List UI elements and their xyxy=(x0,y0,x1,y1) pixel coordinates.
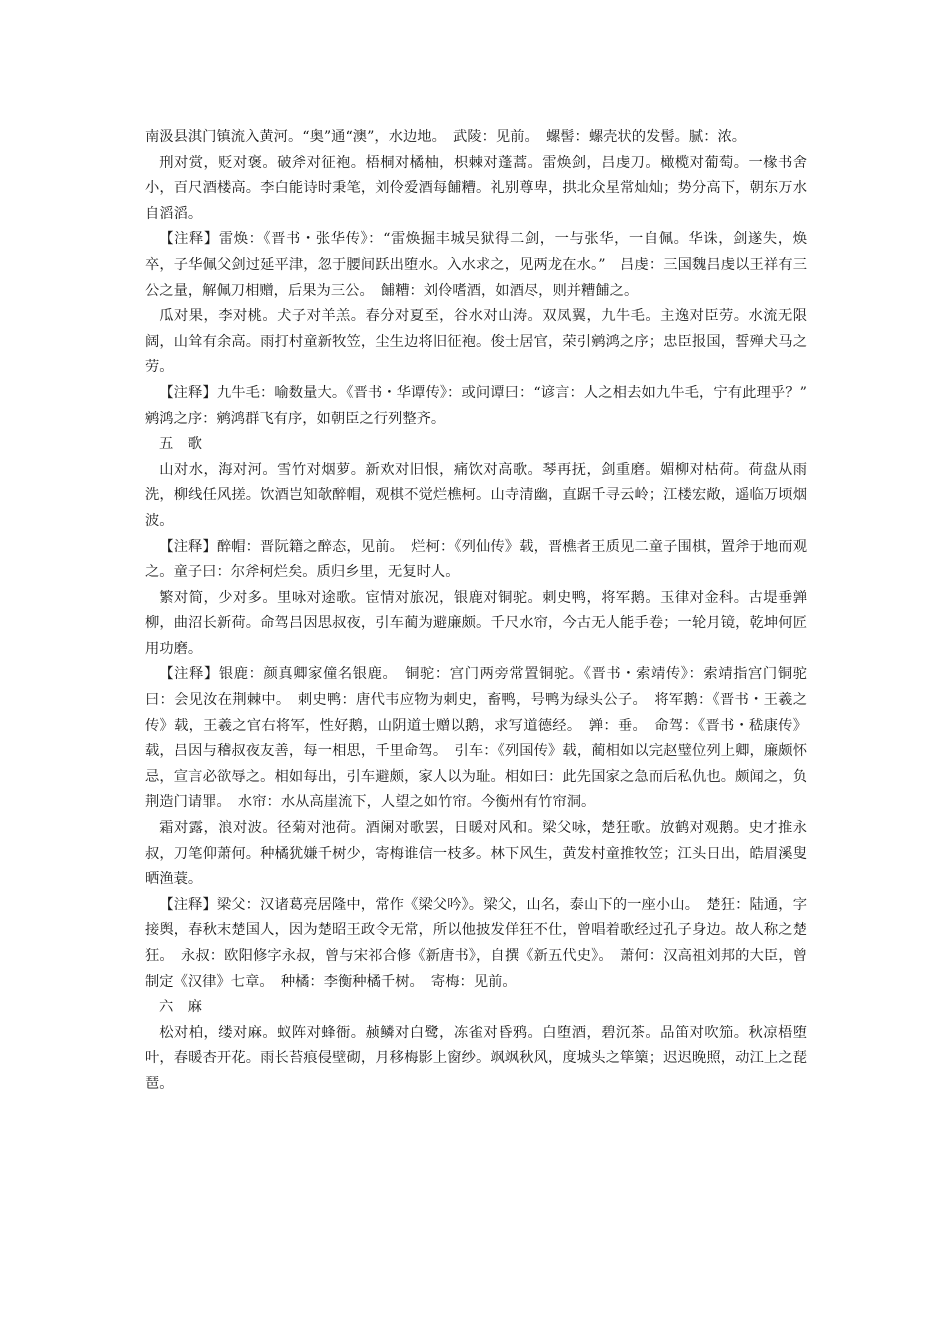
annotation-paragraph: 【注释】银鹿：颜真卿家僮名银鹿。 铜驼：宫门两旁常置铜驼。《晋书・索靖传》：索靖指宫门铜驼曰：会见汝在荆棘中。 刺史鸭：唐代韦应物为刺史，畜鸭，号鸭为绿头公子。 将军鹅：《晋书・王羲之传》载，王羲之官右将军，性好鹅，山阴道士赠以鹅，求写道德经。 亸：垂。 命驾：《晋书・嵇康传》载，吕因与稽叔夜友善，每一相思，千里命驾。 引车：《列国传》载，蔺相如以完赵璧位列上卿，廉颇怀忌，宣言必欲辱之。相如每出，引车避颇，家人以为耻。相如曰：此先国家之急而后私仇也。颇闻之，负荆造门请罪。 水帘：水从高崖流下，人望之如竹帘。今衡州有竹帘洞。 xyxy=(145,666,807,811)
verse-paragraph: 繁对简，少对多。里咏对途歌。宦情对旅况，银鹿对铜驼。刺史鸭，将军鹅。玉律对金科。古堤垂亸柳，曲沼长新荷。命驾吕因思叔夜，引车蔺为避廉颇。千尺水帘，今古无人能手卷；一轮月镜，乾坤何匠用功磨。 xyxy=(145,589,807,657)
annotation-paragraph: 【注释】九牛毛：喻数量大。《晋书・华谭传》：或问谭曰：“谚言：人之相去如九牛毛，宁有此理乎？” 鹓鸿之序：鹓鸿群飞有序，如朝臣之行列整齐。 xyxy=(145,384,822,427)
verse-paragraph: 瓜对果，李对桃。犬子对羊羔。春分对夏至，谷水对山涛。双凤翼，九牛毛。主逸对臣劳。水流无限阔，山耸有余高。雨打村童新牧笠，尘生边将旧征袍。俊士居官，荣引鹓鸿之序；忠臣报国，誓殚犬马之劳。 xyxy=(145,308,807,376)
verse-paragraph: 松对柏，缕对麻。蚁阵对蜂衙。赪鳞对白鹭，冻雀对昏鸦。白堕酒，碧沉茶。品笛对吹笳。秋凉梧堕叶，春暖杏开花。雨长苔痕侵壁砌，月移梅影上窗纱。飒飒秋风，度城头之筚篥；迟迟晚照，动江上之琵琶。 xyxy=(145,1024,807,1092)
section-heading-wu-ge: 五 歌 xyxy=(159,436,202,453)
verse-paragraph: 霜对露，浪对波。径菊对池荷。酒阑对歌罢，日暖对风和。梁父咏，楚狂歌。放鹤对观鹅。史才推永叔，刀笔仰萧何。种橘犹嫌千树少，寄梅谁信一枝多。林下风生，黄发村童推牧笠；江头日出，皓眉溪叟晒渔蓑。 xyxy=(145,820,807,888)
annotation-paragraph: 【注释】醉帽：晋阮籍之醉态，见前。 烂柯：《列仙传》载，晋樵者王质见二童子围棋，置斧于地而观之。童子曰：尔斧柯烂矣。质归乡里，无复时人。 xyxy=(145,538,807,581)
paragraph-continuation: 南汲县淇门镇流入黄河。“奥”通“澳”，水边地。 武陵：见前。 螺髻：螺壳状的发髻。腻：浓。 xyxy=(145,129,747,145)
verse-paragraph: 山对水，海对河。雪竹对烟萝。新欢对旧恨，痛饮对高歌。琴再抚，剑重磨。媚柳对枯荷。荷盘从雨洗，柳线任风搓。饮酒岂知欹醉帽，观棋不觉烂樵柯。山寺清幽，直踞千寻云岭；江楼宏敞，遥临万顷烟波。 xyxy=(145,461,807,529)
annotation-paragraph: 【注释】雷焕：《晋书・张华传》：“雷焕掘丰城吴狱得二剑，一与张华，一自佩。华诛，剑遂失，焕卒，子华佩父剑过延平津，忽于腰间跃出堕水。入水求之，见两龙在水。” 吕虔：三国魏吕虔以王祥有三公之量，解佩刀相赠，后果为三公。 餔糟：刘伶嗜酒，如酒尽，则并糟餔之。 xyxy=(145,231,807,299)
document-page xyxy=(145,125,822,1098)
annotation-paragraph: 【注释】梁父：汉诸葛亮居隆中，常作《梁父吟》。梁父，山名，泰山下的一座小山。 楚狂：陆通，字接舆，春秋末楚国人，因为楚昭王政令无常，所以他披发佯狂不仕，曾唱着歌经过孔子身边。故人称之楚狂。 永叔：欧阳修字永叔，曾与宋祁合修《新唐书》，自撰《新五代史》。 萧何：汉高祖刘邦的大臣，曾制定《汉律》七章。 种橘：李衡种橘千树。 寄梅：见前。 xyxy=(145,896,807,990)
verse-paragraph: 刑对赏，贬对褒。破斧对征袍。梧桐对橘柚，枳棘对蓬蒿。雷焕剑，吕虔刀。橄榄对葡萄。一椽书舍小，百尺酒楼高。李白能诗时秉笔，刘伶爱酒每餔糟。礼别尊卑，拱北众星常灿灿；势分高下，朝东万水自滔滔。 xyxy=(145,154,807,222)
section-heading-liu-ma: 六 麻 xyxy=(159,999,202,1016)
